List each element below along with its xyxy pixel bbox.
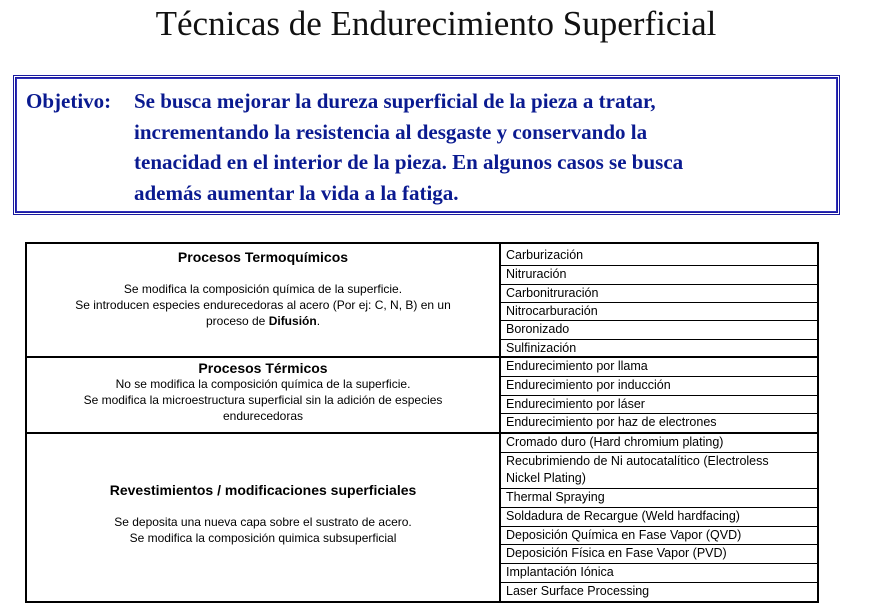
process-item: Deposición Física en Fase Vapor (PVD) — [501, 545, 817, 564]
group-revestimientos — [27, 482, 499, 546]
group-description: Se deposita una nueva capa sobre el sustrato de acero. — [114, 515, 412, 529]
process-item: Nitrocarburación — [501, 303, 817, 321]
objective-line: Se busca mejorar la dureza superficial de la pieza a tratar, — [134, 89, 656, 113]
group-description: No se modifica la composición química de la superficie. — [115, 377, 411, 391]
group-termicos — [27, 360, 499, 424]
group-description: endurecedoras — [222, 409, 304, 423]
group-termoquimicos — [27, 249, 499, 329]
group-description: Se modifica la composición química de la superficie. — [123, 282, 403, 296]
objective-line: tenacidad en el interior de la pieza. En algunos casos se busca — [134, 150, 684, 174]
process-item: Nitruración — [501, 266, 817, 285]
process-item: Sulfinización — [506, 341, 577, 355]
group-heading: Revestimientos / modificaciones superficiales — [109, 482, 417, 498]
process-item: Implantación Iónica — [501, 564, 817, 583]
process-item: Endurecimiento por inducción — [501, 377, 817, 396]
process-item: Boronizado — [501, 321, 817, 340]
objective-line: además aumentar la vida a la fatiga. — [134, 181, 459, 205]
page-title: Técnicas de Endurecimiento Superficial — [155, 4, 717, 43]
group-description: Se introducen especies endurecedoras al acero (Por ej: C, N, B) en un — [75, 298, 451, 312]
objective-label: Objetivo: — [26, 89, 112, 113]
process-item: Cromado duro (Hard chromium plating) — [501, 434, 817, 453]
group-heading: Procesos Termoquímicos — [177, 249, 349, 265]
process-item: Carbonitruración — [501, 285, 817, 303]
process-item: Endurecimiento por láser — [501, 396, 817, 414]
process-item: Endurecimiento por llama — [501, 358, 817, 377]
process-item: Thermal Spraying — [501, 489, 817, 508]
process-item: Endurecimiento por haz de electrones — [506, 415, 717, 429]
group-description: Se modifica la composición quimica subsuperficial — [129, 531, 397, 545]
process-item: Deposición Química en Fase Vapor (QVD) — [501, 527, 817, 545]
objective-line: incrementando la resistencia al desgaste y conservando la — [134, 120, 648, 144]
process-item: Carburización — [501, 247, 817, 266]
process-item: Soldadura de Recargue (Weld hardfacing) — [501, 508, 817, 527]
group-heading: Procesos Térmicos — [198, 360, 328, 376]
group-description: proceso de Difusión. — [205, 314, 321, 328]
objective-box — [13, 75, 840, 215]
process-item: Recubrimiendo de Ni autocatalítico (Electroless Nickel Plating) — [501, 453, 817, 489]
process-table — [25, 242, 819, 603]
group-description: Se modifica la microestructura superficial sin la adición de especies — [83, 393, 443, 407]
process-item: Laser Surface Processing — [506, 584, 650, 598]
